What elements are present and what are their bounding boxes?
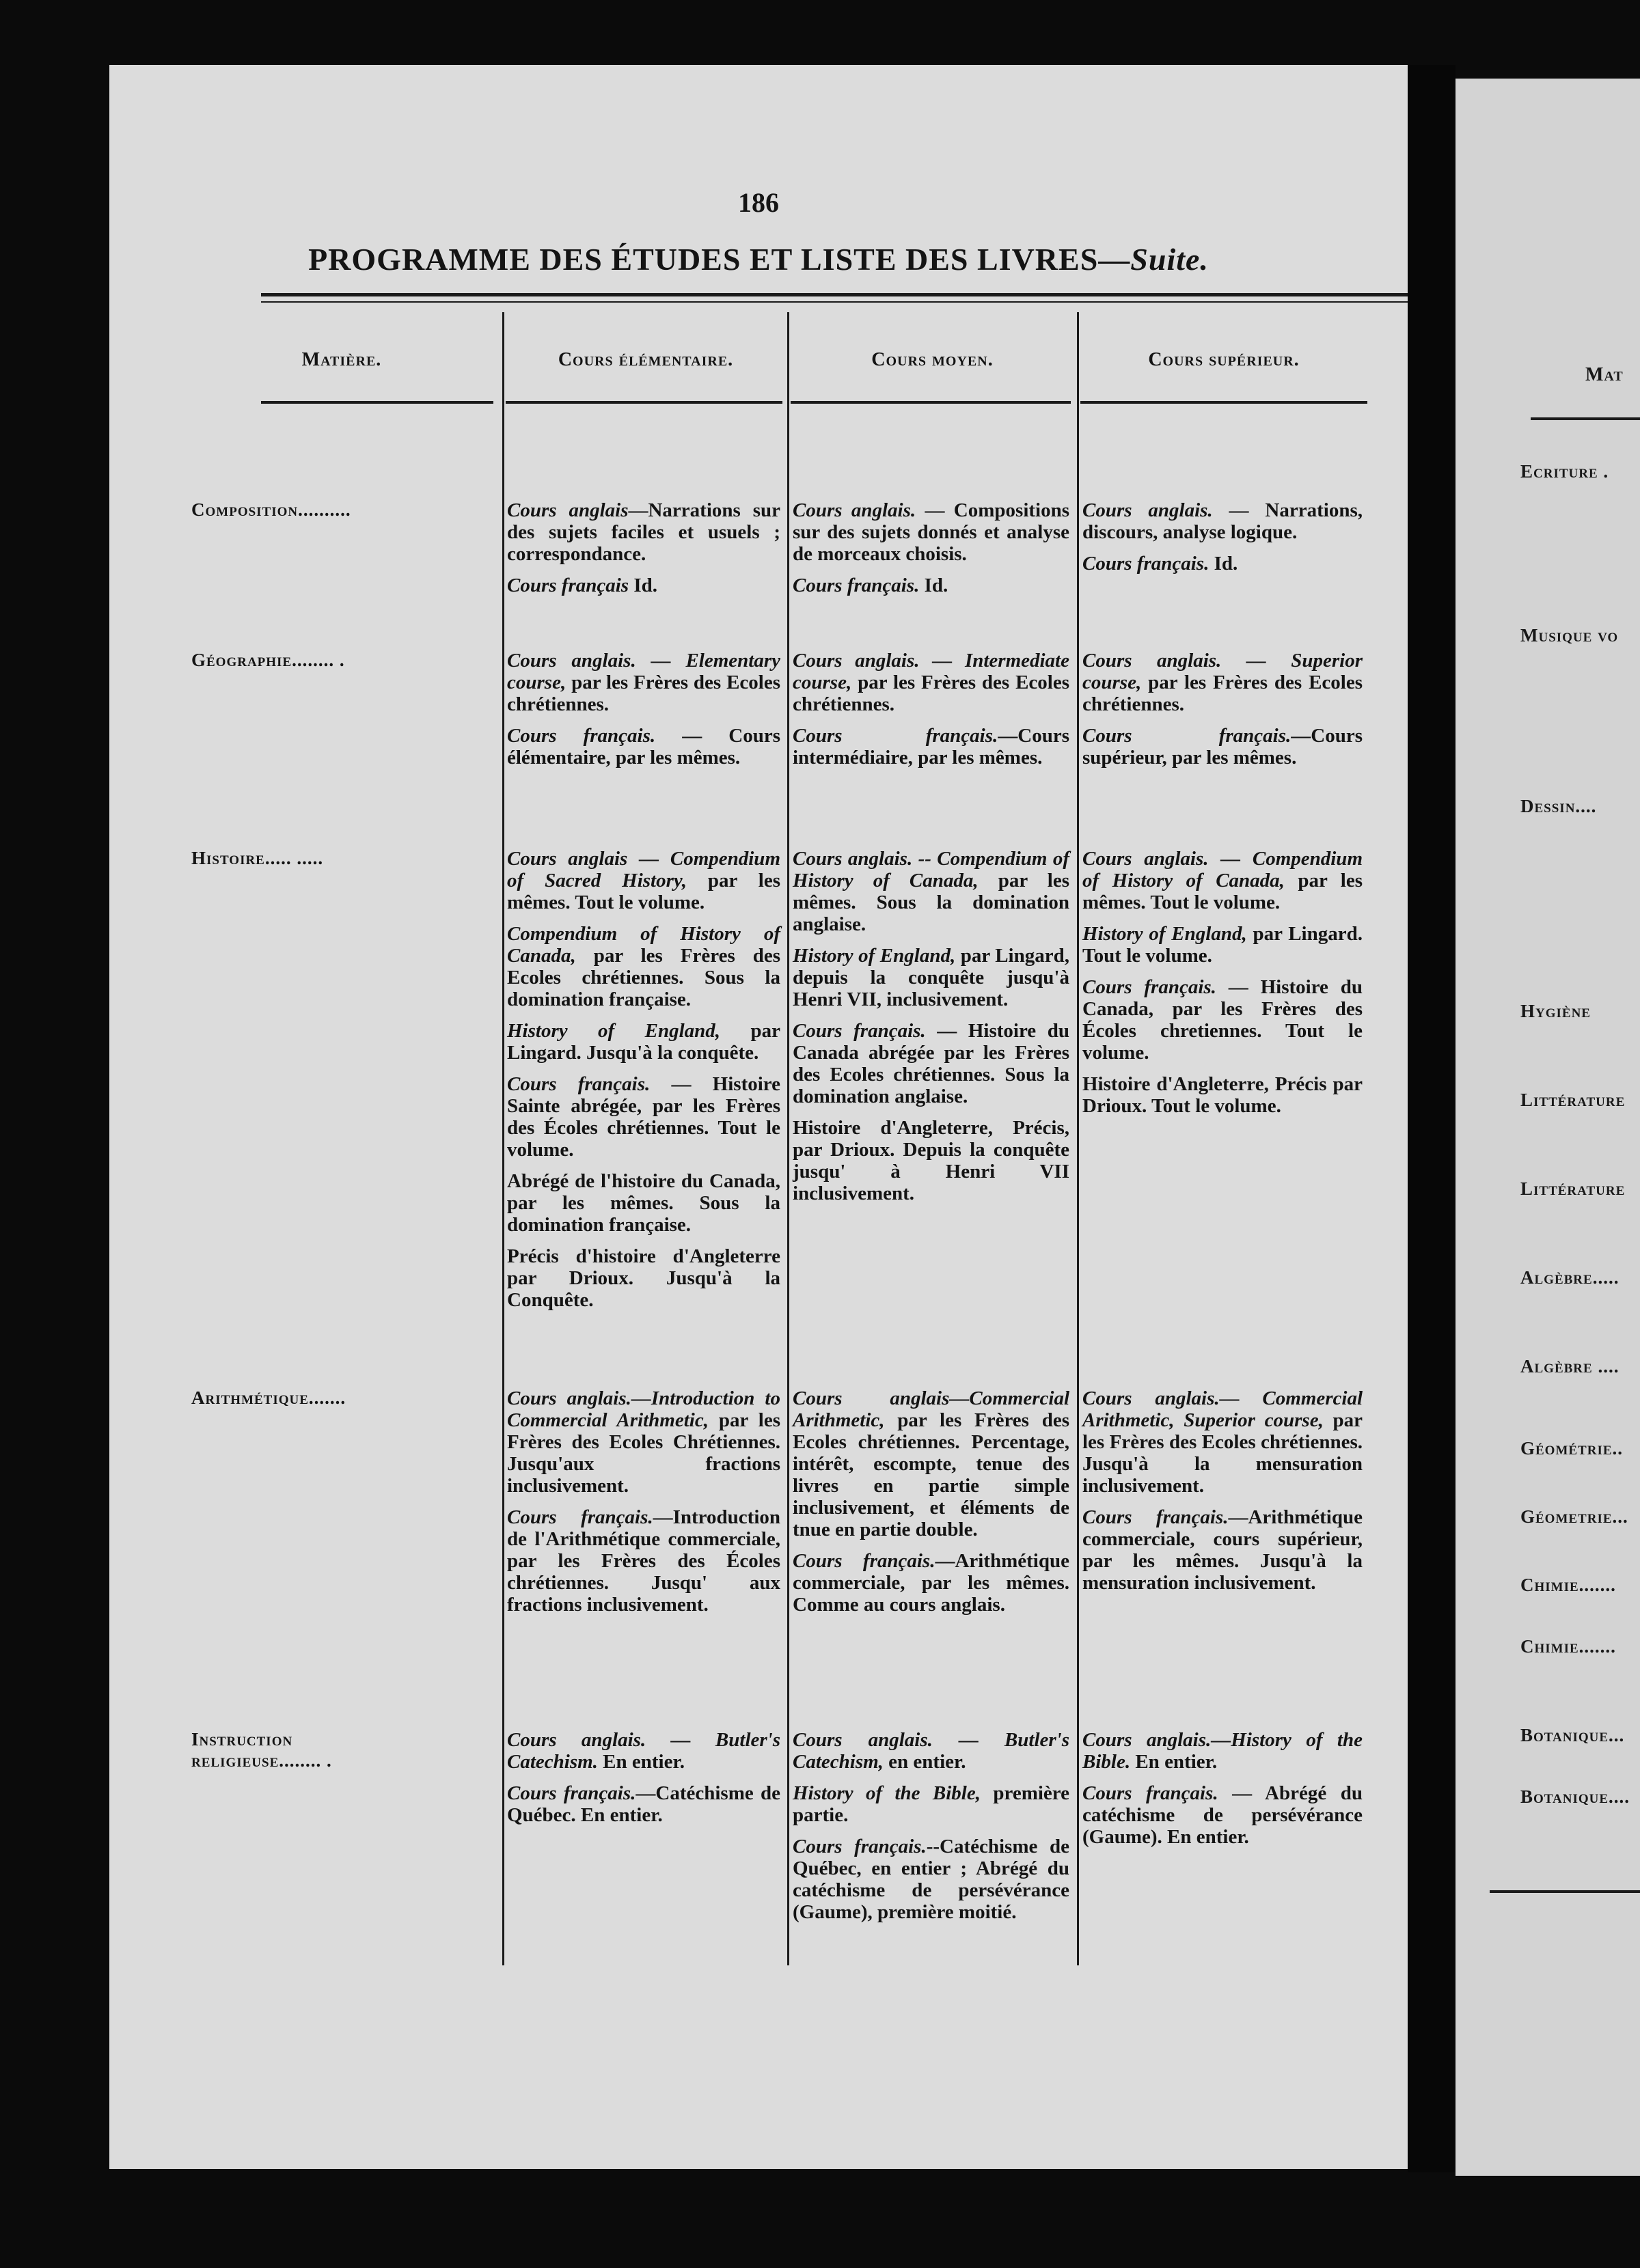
entry-text: Id.: [629, 575, 657, 596]
cell-entry: [1082, 1073, 1363, 1117]
entry-course-label: History of England,: [1082, 923, 1247, 945]
entry-course-label: Cours français.: [1082, 553, 1210, 575]
row-subject: Arithmétique.......: [191, 1387, 346, 1408]
cell-entry: [793, 1836, 1069, 1923]
cell-entry: [1082, 553, 1363, 575]
entry-text: par Lingard, depuis la conquête jusqu'à Henri VII, inclusivement.: [793, 945, 1069, 1010]
entry-course-label: Cours anglais.: [1082, 499, 1213, 521]
cell-moyen: [793, 499, 1069, 606]
col-head-matiere: Matière.: [301, 349, 382, 370]
cell-entry: [1082, 1729, 1363, 1773]
next-page-subject: Dessin....: [1520, 796, 1597, 816]
entry-course-label: Cours français.: [1082, 976, 1216, 998]
entry-text: —Cours supérieur, par les mêmes.: [1082, 725, 1363, 769]
entry-text: Histoire d'Angleterre, Précis par Drioux. Tout le volume.: [1082, 1073, 1363, 1117]
cell-entry: [1082, 923, 1363, 967]
entry-text: par Lingard. Tout le volume.: [1082, 923, 1363, 967]
entry-course-label: Cours anglais — Compendium of Sacred History,: [507, 848, 780, 891]
next-page-bottom-rule: [1490, 1890, 1640, 1893]
cell-entry: [793, 499, 1069, 565]
cell-elementaire: [507, 1729, 780, 1836]
column-rule-1: [502, 312, 504, 1965]
next-page-subject: Algèbre ....: [1520, 1356, 1620, 1377]
row-subject: Géographie........ .: [191, 650, 345, 670]
header-rule-thick: [261, 293, 1472, 296]
entry-course-label: Cours français.: [1082, 1782, 1218, 1804]
cell-moyen: [793, 848, 1069, 1214]
cell-entry: [507, 1170, 780, 1236]
entry-course-label: Cours anglais—Commercial Arithmetic,: [793, 1387, 1069, 1431]
entry-course-label: Cours anglais. -- Compendium of History of Canada,: [793, 848, 1069, 891]
cell-elementaire: [507, 848, 780, 1320]
next-page-subject: Hygiène: [1520, 1001, 1591, 1021]
entry-text: Id.: [1209, 553, 1238, 575]
cell-entry: [1082, 650, 1363, 715]
next-page-subject: Musique vo: [1520, 625, 1619, 646]
page-title: [109, 241, 1408, 277]
title-main: PROGRAMME DES ÉTUDES ET LISTE DES LIVRES—: [308, 242, 1131, 277]
cell-entry: [507, 575, 780, 596]
book-page: [109, 65, 1408, 2169]
cell-entry: [793, 725, 1069, 769]
entry-text: — Histoire du Canada, par les Frères des Écoles chretiennes. Tout le volume.: [1082, 976, 1363, 1064]
entry-text: —Arithmétique commerciale, cours supérieur, par les mêmes. Jusqu'à la mensuration inclusivement.: [1082, 1506, 1363, 1594]
entry-text: par Lingard. Jusqu'à la conquête.: [507, 1020, 780, 1064]
entry-course-label: Cours français.: [793, 1836, 927, 1857]
entry-course-label: Cours anglais. — Intermediate course,: [793, 650, 1069, 693]
entry-text: Id.: [919, 575, 948, 596]
entry-course-label: Cours anglais.—History of the Bible.: [1082, 1729, 1363, 1773]
cell-entry: [793, 1729, 1069, 1773]
entry-text: par les mêmes. Sous la domination anglaise.: [793, 870, 1069, 935]
col-head-moyen: Cours moyen.: [871, 349, 994, 370]
entry-course-label: Cours anglais. — Superior course,: [1082, 650, 1363, 693]
entry-text: —Arithmétique commerciale, par les mêmes. Comme au cours anglais.: [793, 1550, 1069, 1616]
col-head-superieur: Cours supérieur.: [1148, 349, 1300, 370]
entry-text: — Compositions sur des sujets donnés et analyse de morceaux choisis.: [793, 499, 1070, 565]
entry-text: par les mêmes. Tout le volume.: [1082, 870, 1363, 913]
entry-text: — Histoire Sainte abrégée, par les Frères des Écoles chrétiennes. Tout le volume.: [507, 1073, 781, 1161]
cell-elementaire: [507, 1387, 780, 1625]
next-page-head-rule: [1531, 417, 1640, 420]
cell-entry: [1082, 976, 1363, 1064]
next-page-subject: Chimie.......: [1520, 1636, 1616, 1657]
entry-text: par les Frères des Ecoles chrétiennes.: [507, 672, 780, 715]
entry-course-label: Cours anglais. — Elementary course,: [507, 650, 780, 693]
entry-course-label: Cours français.: [507, 1506, 653, 1528]
cell-entry: [793, 945, 1069, 1010]
entry-course-label: Cours anglais. — Compendium of History of Canada,: [1082, 848, 1363, 891]
entry-text: Précis d'histoire d'Angleterre par Drioux. Jusqu'à la Conquête.: [507, 1245, 780, 1311]
next-page-subject: Géometrie...: [1520, 1506, 1628, 1527]
entry-text: première partie.: [793, 1782, 1069, 1826]
entry-text: En entier.: [1130, 1751, 1218, 1773]
cell-entry: [1082, 1506, 1363, 1594]
next-page-subject: Chimie.......: [1520, 1575, 1616, 1595]
entry-text: Histoire d'Angleterre, Précis, par Drioux. Depuis la conquête jusqu' à Henri VII inclusivement.: [793, 1117, 1069, 1204]
entry-text: —Introduction de l'Arithmétique commerciale, par les Frères des Écoles chrétiennes. Jusqu' aux fractions inclusivement.: [507, 1506, 780, 1616]
entry-text: par les Frères des Ecoles Chrétiennes. Jusqu'aux fractions inclusivement.: [507, 1409, 780, 1497]
entry-text: par les Frères des Ecoles chrétiennes. Sous la domination française.: [507, 945, 780, 1010]
cell-entry: [793, 575, 1069, 596]
cell-entry: [507, 1782, 780, 1826]
entry-course-label: History of England,: [507, 1020, 721, 1042]
cell-superieur: [1082, 650, 1363, 778]
entry-course-label: Cours français: [507, 575, 629, 596]
cell-entry: [793, 1387, 1069, 1540]
next-page-subject: Ecriture .: [1520, 461, 1609, 482]
header-rule-thin: [261, 301, 1472, 303]
entry-course-label: History of the Bible,: [793, 1782, 981, 1804]
row-subject: Composition..........: [191, 499, 351, 520]
entry-text: — Cours élémentaire, par les mêmes.: [507, 725, 780, 769]
entry-text: — Narrations, discours, analyse logique.: [1082, 499, 1363, 543]
cell-entry: [793, 650, 1069, 715]
entry-course-label: Cours français.: [793, 1020, 926, 1042]
cell-entry: [507, 1506, 780, 1616]
entry-text: --Catéchisme de Québec, en entier ; Abrégé du catéchisme de persévérance (Gaume), première moitié.: [793, 1836, 1069, 1923]
cell-entry: [507, 499, 780, 565]
entry-course-label: Cours anglais. — Butler's Catechism.: [507, 1729, 780, 1773]
cell-entry: [507, 650, 780, 715]
next-page-subject: Géométrie..: [1520, 1438, 1624, 1458]
column-rule-3: [1077, 312, 1079, 1965]
next-page-subject: Algèbre.....: [1520, 1267, 1620, 1288]
cell-elementaire: [507, 650, 780, 778]
cell-entry: [793, 848, 1069, 935]
cell-entry: [507, 848, 780, 913]
entry-course-label: Compendium of History of Canada,: [507, 923, 780, 967]
next-page-subject: Littérature: [1520, 1090, 1626, 1110]
cell-entry: [1082, 499, 1363, 543]
entry-text: par les mêmes. Tout le volume.: [507, 870, 780, 913]
cell-entry: [793, 1020, 1069, 1107]
cell-entry: [793, 1550, 1069, 1616]
entry-text: —Cours intermédiaire, par les mêmes.: [793, 725, 1069, 769]
next-page-edge: [1456, 79, 1640, 2176]
cell-entry: [507, 1245, 780, 1311]
entry-text: par les Frères des Ecoles chrétiennes. Jusqu'à la mensuration inclusivement.: [1082, 1409, 1363, 1497]
book-gutter: [1408, 65, 1456, 2172]
title-suite: Suite.: [1130, 242, 1209, 277]
entry-text: — Histoire du Canada abrégée par les Frères des Ecoles chrétiennes. Sous la domination anglaise.: [793, 1020, 1070, 1107]
entry-course-label: Cours anglais. — Butler's Catechism,: [793, 1729, 1069, 1773]
row-subject: Histoire..... .....: [191, 848, 324, 868]
cell-entry: [507, 923, 780, 1010]
cell-entry: [507, 1073, 780, 1161]
next-page-col-head: Mat: [1585, 364, 1624, 385]
cell-superieur: [1082, 1729, 1363, 1857]
cell-moyen: [793, 1729, 1069, 1933]
cell-entry: [1082, 1387, 1363, 1497]
col-head-elementaire: Cours élémentaire.: [558, 349, 734, 370]
entry-text: — Abrégé du catéchisme de persévérance (Gaume). En entier.: [1082, 1782, 1363, 1848]
entry-text: par les Frères des Ecoles chrétiennes.: [793, 672, 1069, 715]
next-page-subject: Botanique...: [1520, 1725, 1625, 1745]
cell-moyen: [793, 1387, 1069, 1625]
cell-superieur: [1082, 1387, 1363, 1603]
entry-course-label: Cours anglais.— Commercial Arithmetic, Superior course,: [1082, 1387, 1363, 1431]
entry-text: Abrégé de l'histoire du Canada, par les mêmes. Sous la domination française.: [507, 1170, 780, 1236]
entry-course-label: Cours anglais: [507, 499, 629, 521]
entry-text: —Catéchisme de Québec. En entier.: [507, 1782, 781, 1826]
entry-course-label: Cours français.: [793, 725, 998, 747]
entry-text: par les Frères des Ecoles chrétiennes. Percentage, intérêt, escompte, tenue des livres en partie simple inclusivement, et éléments de tnue en partie double.: [793, 1409, 1069, 1540]
entry-text: en entier.: [883, 1751, 966, 1773]
entry-course-label: Cours français.: [793, 575, 920, 596]
entry-course-label: Cours français.: [793, 1550, 935, 1572]
col-head-rule-3: [791, 401, 1071, 404]
entry-course-label: History of England,: [793, 945, 956, 967]
row-subject: Instruction religieuse........ .: [191, 1729, 332, 1771]
cell-entry: [507, 725, 780, 769]
cell-entry: [1082, 725, 1363, 769]
col-head-rule-2: [506, 401, 782, 404]
cell-superieur: [1082, 848, 1363, 1126]
column-rule-2: [787, 312, 789, 1965]
col-head-rule-1: [261, 401, 493, 404]
cell-entry: [507, 1020, 780, 1064]
next-page-subject: Littérature: [1520, 1178, 1626, 1199]
entry-text: En entier.: [597, 1751, 685, 1773]
entry-course-label: Cours français.: [507, 1782, 636, 1804]
entry-course-label: Cours anglais.—Introduction to Commercial Arithmetic,: [507, 1387, 780, 1431]
cell-entry: [793, 1117, 1069, 1204]
cell-entry: [1082, 1782, 1363, 1848]
col-head-rule-4: [1080, 401, 1367, 404]
entry-text: par les Frères des Ecoles chrétiennes.: [1082, 672, 1363, 715]
entry-course-label: Cours français.: [507, 1073, 651, 1095]
page-number: 186: [738, 187, 779, 218]
entry-course-label: Cours français.: [1082, 1506, 1229, 1528]
cell-moyen: [793, 650, 1069, 778]
cell-entry: [1082, 848, 1363, 913]
entry-course-label: Cours anglais.: [793, 499, 916, 521]
next-page-subject: Botanique....: [1520, 1786, 1630, 1807]
entry-text: —Narrations sur des sujets faciles et usuels ; correspondance.: [507, 499, 780, 565]
cell-superieur: [1082, 499, 1363, 584]
entry-course-label: Cours français.: [1082, 725, 1292, 747]
cell-elementaire: [507, 499, 780, 606]
cell-entry: [793, 1782, 1069, 1826]
cell-entry: [507, 1387, 780, 1497]
entry-course-label: Cours français.: [507, 725, 656, 747]
cell-entry: [507, 1729, 780, 1773]
